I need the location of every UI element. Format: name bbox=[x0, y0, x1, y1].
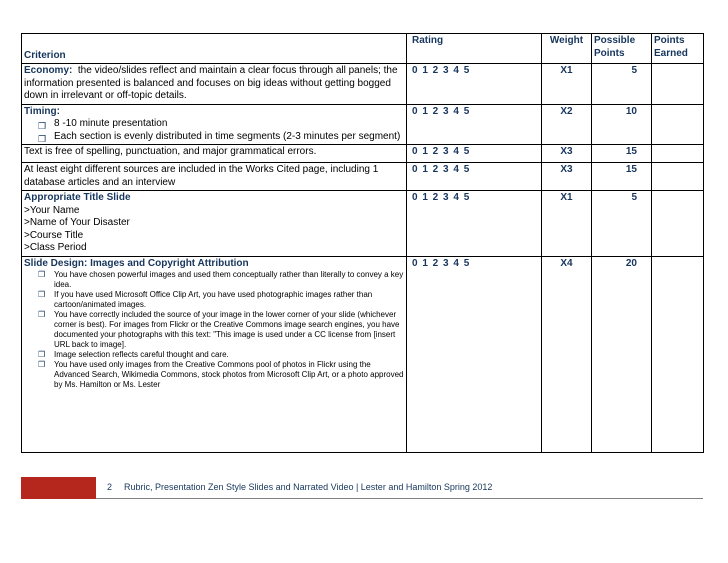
checkbox-icon: ❒ bbox=[38, 270, 46, 279]
page-footer bbox=[21, 477, 703, 499]
criterion-cell: Text is free of spelling, punctuation, and major grammatical errors. bbox=[22, 145, 407, 163]
checklist bbox=[24, 270, 404, 390]
criterion-cell bbox=[22, 104, 407, 145]
rating-header: Rating bbox=[407, 34, 542, 64]
title-slide-line: >Name of Your Disaster bbox=[24, 217, 130, 228]
possible-points-value: 15 bbox=[592, 145, 652, 163]
rating-scale: 0 1 2 3 4 5 bbox=[407, 104, 542, 145]
possible-points-value: 20 bbox=[592, 256, 652, 452]
criterion-title: Slide Design: Images and Copyright Attribution bbox=[24, 257, 249, 269]
possible-points-value: 5 bbox=[592, 64, 652, 105]
table-row bbox=[22, 163, 704, 191]
criterion-cell bbox=[22, 64, 407, 105]
table-row bbox=[22, 64, 704, 105]
checkbox-icon: ❒ bbox=[38, 133, 47, 144]
rating-scale: 0 1 2 3 4 5 bbox=[407, 163, 542, 191]
footer-accent-bar bbox=[21, 477, 96, 499]
list-item: ❒ You have correctly included the source of your image in the lower corner of your slide (whichever corner is best). For images from Flickr or the Creative Commons image search engines, you have documented your photographs with this text: "This image is used under a CC license from [insert URL back to image]. bbox=[38, 310, 400, 349]
checkbox-icon: ❒ bbox=[38, 310, 46, 319]
checkbox-icon: ❒ bbox=[38, 121, 47, 131]
checkbox-icon: ❒ bbox=[38, 290, 46, 299]
points-earned-cell[interactable] bbox=[652, 64, 704, 105]
criterion-cell bbox=[22, 256, 407, 452]
criterion-text: the video/slides reflect and maintain a clear focus through all panels; the information presented is balanced and focuses on big ideas without getting bogged down in irrelevant or off-topic details. bbox=[24, 65, 398, 101]
criterion-title: Economy: bbox=[24, 65, 73, 76]
possible-points-value: 5 bbox=[592, 191, 652, 257]
list-item: ❒ You have chosen powerful images and used them conceptually rather than literally to convey a key idea. bbox=[38, 270, 404, 289]
weight-value: X1 bbox=[542, 64, 592, 105]
title-slide-line: >Course Title bbox=[24, 229, 84, 241]
points-earned-cell[interactable] bbox=[652, 145, 704, 163]
weight-header: Weight bbox=[542, 34, 592, 64]
points-earned-cell[interactable] bbox=[652, 256, 704, 452]
points-earned-cell[interactable] bbox=[652, 163, 704, 191]
possible-points-value: 10 bbox=[592, 104, 652, 145]
footer-rule bbox=[96, 498, 703, 499]
criterion-cell bbox=[22, 191, 407, 257]
rating-scale: 0 1 2 3 4 5 bbox=[407, 145, 542, 163]
page-number: 2 bbox=[107, 482, 113, 492]
list-item: ❒ Each section is evenly distributed in time segments (2-3 minutes per segment) bbox=[38, 130, 401, 144]
title-slide-line: >Your Name bbox=[24, 204, 80, 216]
rubric-table bbox=[21, 33, 704, 453]
table-row bbox=[22, 191, 704, 257]
criterion-cell: At least eight different sources are included in the Works Cited page, including 1 database articles and an interview bbox=[22, 163, 407, 191]
points-earned-cell[interactable] bbox=[652, 191, 704, 257]
checkbox-icon: ❒ bbox=[38, 360, 46, 369]
title-slide-line: >Class Period bbox=[24, 242, 87, 253]
weight-value: X1 bbox=[542, 191, 592, 257]
checkbox-icon: ❒ bbox=[38, 350, 46, 359]
points-earned-cell[interactable] bbox=[652, 104, 704, 145]
table-row bbox=[22, 256, 704, 452]
table-row bbox=[22, 145, 704, 163]
criterion-title: Appropriate Title Slide bbox=[24, 192, 131, 203]
points-earned-header: Points Earned bbox=[652, 34, 704, 64]
rating-scale: 0 1 2 3 4 5 bbox=[407, 256, 542, 452]
rating-scale: 0 1 2 3 4 5 bbox=[407, 64, 542, 105]
header-row bbox=[22, 34, 704, 64]
weight-value: X3 bbox=[542, 163, 592, 191]
list-item: ❒ If you have used Microsoft Office Clip Art, you have used photographic images rather than cartoon/animated images. bbox=[38, 290, 373, 309]
list-item: ❒ Image selection reflects careful thought and care. bbox=[38, 350, 229, 359]
possible-points-header: Possible Points bbox=[592, 34, 652, 64]
rating-scale: 0 1 2 3 4 5 bbox=[407, 191, 542, 257]
checklist bbox=[24, 118, 404, 143]
possible-points-value: 15 bbox=[592, 163, 652, 191]
weight-value: X4 bbox=[542, 256, 592, 452]
criterion-title: Timing: bbox=[24, 105, 60, 117]
criterion-header: Criterion bbox=[22, 34, 407, 64]
list-item: ❒ 8 -10 minute presentation bbox=[38, 118, 168, 131]
list-item: ❒ You have used only images from the Creative Commons pool of photos in Flickr using the Advanced Search, Wikimedia Commons, stock photos from Microsoft Clip Art, or a photo approved by Ms. Hamilton or Ms. Lester bbox=[38, 360, 404, 389]
footer-text: Rubric, Presentation Zen Style Slides and Narrated Video | Lester and Hamilton Spring 2012 bbox=[124, 482, 493, 492]
weight-value: X3 bbox=[542, 145, 592, 163]
table-row bbox=[22, 104, 704, 145]
weight-value: X2 bbox=[542, 104, 592, 145]
